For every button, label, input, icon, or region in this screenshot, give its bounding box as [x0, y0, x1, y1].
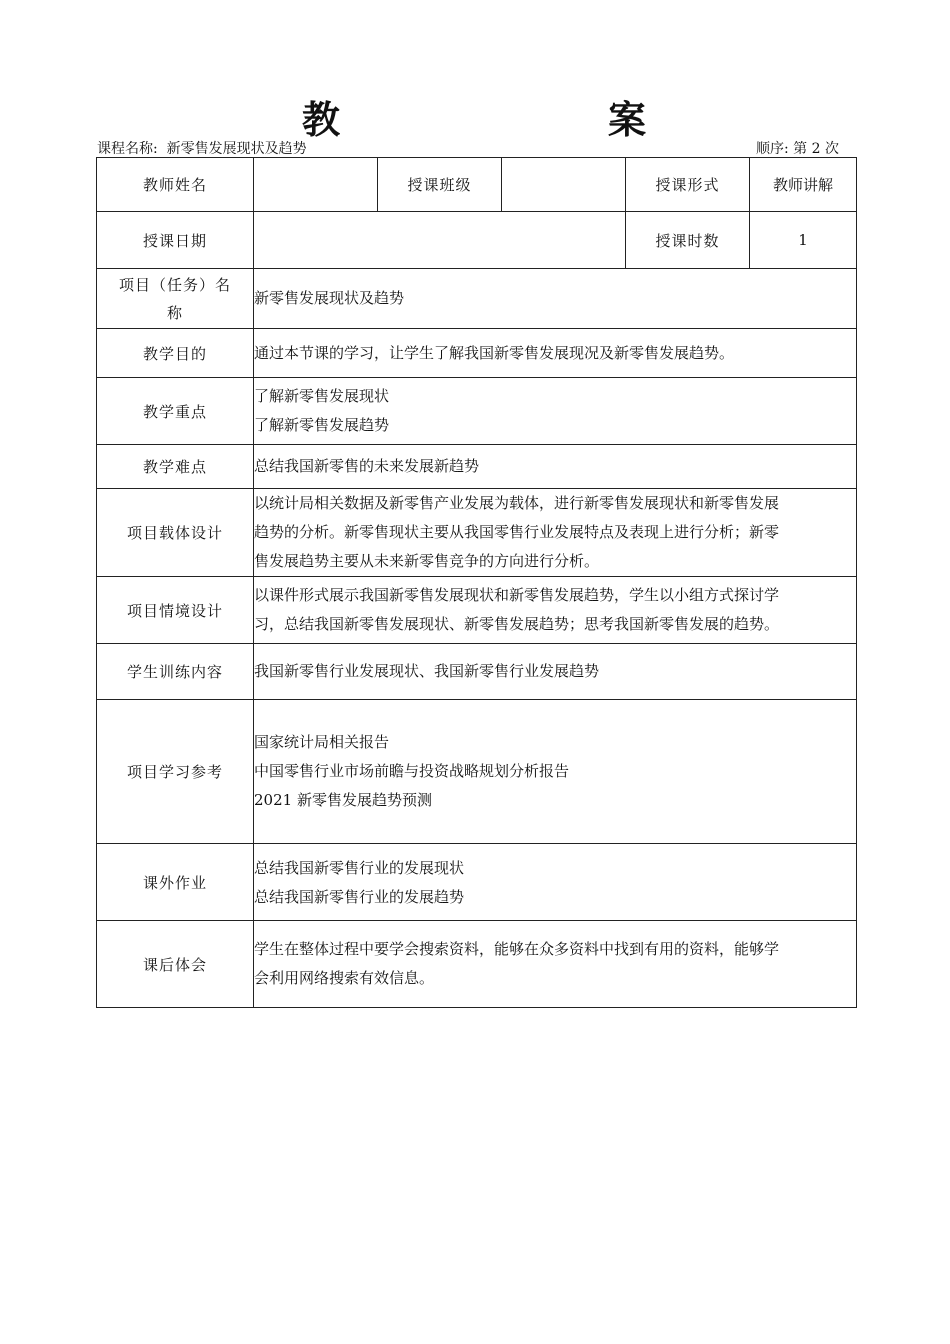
teacher-name-value — [254, 158, 378, 212]
teacher-name-label: 教师姓名 — [97, 158, 254, 212]
project-name-label-line2: 称 — [166, 303, 183, 322]
reflection-line: 会利用网络搜索有效信息。 — [254, 969, 435, 987]
teaching-date-value — [254, 212, 626, 269]
table-row — [97, 489, 857, 577]
teaching-date-label: 授课日期 — [97, 212, 254, 269]
scenario-design-value — [254, 577, 857, 644]
table-row — [97, 577, 857, 644]
homework-line: 总结我国新零售行业的发展趋势 — [254, 887, 465, 906]
table-row — [97, 329, 857, 378]
reference-line: 国家统计局相关报告 — [254, 733, 390, 751]
homework-label: 课外作业 — [97, 844, 254, 921]
learning-references-label: 项目学习参考 — [97, 700, 254, 844]
reflection-line: 学生在整体过程中要学会搜索资料，能够在众多资料中找到有用的资料，能够学 — [254, 940, 780, 958]
teaching-form-value: 教师讲解 — [750, 158, 857, 212]
course-label: 课程名称: — [97, 141, 158, 157]
table-row — [97, 844, 857, 921]
lesson-order: 顺序: 第 2 次 — [756, 141, 839, 157]
project-name-value: 新零售发展现状及趋势 — [254, 269, 857, 329]
title-char-1: 教 — [302, 98, 341, 142]
lesson-plan-table — [96, 157, 857, 1008]
table-row — [97, 269, 857, 329]
table-row — [97, 921, 857, 1008]
table-row — [97, 445, 857, 489]
carrier-design-line: 趋势的分析。新零售现状主要从我国零售行业发展特点及表现上进行分析；新零 — [254, 523, 780, 541]
table-row — [97, 644, 857, 700]
table-row — [97, 378, 857, 445]
training-content-value: 我国新零售行业发展现状、我国新零售行业发展趋势 — [254, 644, 857, 700]
scenario-design-line: 以课件形式展示我国新零售发展现状和新零售发展趋势，学生以小组方式探讨学 — [254, 586, 780, 604]
carrier-design-line: 以统计局相关数据及新零售产业发展为载体，进行新零售发展现状和新零售发展 — [254, 494, 780, 512]
teaching-form-label: 授课形式 — [626, 158, 750, 212]
reflection-label: 课后体会 — [97, 921, 254, 1008]
training-content-label: 学生训练内容 — [97, 644, 254, 700]
teaching-objective-label: 教学目的 — [97, 329, 254, 378]
carrier-design-value — [254, 489, 857, 577]
scenario-design-label: 项目情境设计 — [97, 577, 254, 644]
reference-line: 2021 新零售发展趋势预测 — [254, 791, 432, 809]
reflection-value — [254, 921, 857, 1008]
teaching-hours-value: 1 — [750, 212, 857, 269]
key-point-line: 了解新零售发展现状 — [254, 387, 390, 405]
key-point-line: 了解新零售发展趋势 — [254, 416, 390, 434]
class-label: 授课班级 — [378, 158, 502, 212]
table-row — [97, 158, 857, 212]
class-value — [502, 158, 626, 212]
homework-line: 总结我国新零售行业的发展现状 — [254, 858, 465, 877]
learning-references-value — [254, 700, 857, 844]
key-points-label: 教学重点 — [97, 378, 254, 445]
carrier-design-line: 售发展趋势主要从未来新零售竞争的方向进行分析。 — [254, 552, 600, 570]
scenario-design-line: 习，总结我国新零售发展现状、新零售发展趋势；思考我国新零售发展的趋势。 — [254, 615, 780, 633]
table-row — [97, 700, 857, 844]
reference-line: 中国零售行业市场前瞻与投资战略规划分析报告 — [254, 762, 570, 780]
project-name-label-line1: 项目（任务）名 — [118, 275, 231, 294]
carrier-design-label: 项目载体设计 — [97, 489, 254, 577]
project-name-label — [97, 269, 254, 329]
homework-value — [254, 844, 857, 921]
difficulties-value: 总结我国新零售的未来发展新趋势 — [254, 445, 857, 489]
course-name: 新零售发展现状及趋势 — [166, 141, 307, 157]
key-points-value — [254, 378, 857, 445]
difficulties-label: 教学难点 — [97, 445, 254, 489]
title-char-2: 案 — [608, 98, 647, 142]
teaching-hours-label: 授课时数 — [626, 212, 750, 269]
table-row — [97, 212, 857, 269]
teaching-objective-value: 通过本节课的学习，让学生了解我国新零售发展现况及新零售发展趋势。 — [254, 329, 857, 378]
